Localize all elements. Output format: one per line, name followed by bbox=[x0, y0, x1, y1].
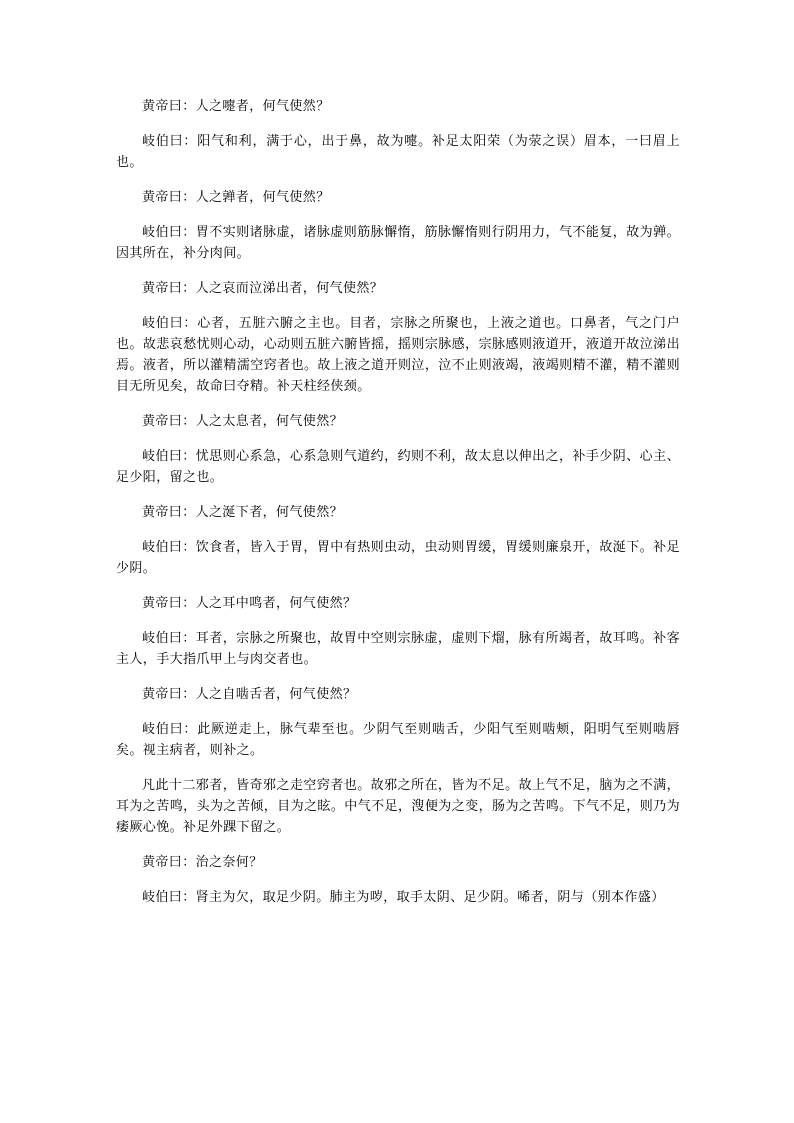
answer-paragraph: 岐伯曰：耳者，宗脉之所聚也，故胃中空则宗脉虚，虚则下熘，脉有所竭者，故耳鸣。补客主人，手大指爪甲上与肉交者也。 bbox=[116, 631, 680, 667]
answer-paragraph: 岐伯曰：肾主为欠，取足少阴。肺主为哕，取手太阴、足少阴。唏者，阴与（别本作盛） bbox=[142, 890, 665, 905]
summary-paragraph: 凡此十二邪者，皆奇邪之走空窍者也。故邪之所在，皆为不足。故上气不足，脑为之不满，耳为之苦鸣，头为之苦倾，目为之眩。中气不足，溲便为之变，肠为之苦鸣。下气不足，则乃为痿厥心悗。补足外踝下留之。 bbox=[116, 778, 680, 835]
answer-paragraph: 岐伯曰：心者，五脏六腑之主也。目者，宗脉之所聚也，上液之道也。口鼻者，气之门户也。故悲哀愁忧则心动，心动则五脏六腑皆摇，摇则宗脉感，宗脉感则液道开，液道开故泣涕出焉。液者，所以灌精濡空窍者也。故上液之道开则泣，泣不止则液竭，液竭则精不灌，精不灌则目无所见矣，故命曰夺精。补天柱经侠颈。 bbox=[116, 316, 680, 394]
question-paragraph: 黄帝曰：人之太息者，何气使然？ bbox=[142, 414, 344, 429]
answer-paragraph: 岐伯曰：忧思则心系急，心系急则气道约，约则不利，故太息以伸出之，补手少阴、心主、足少阳，留之也。 bbox=[116, 449, 680, 485]
question-paragraph: 黄帝曰：人之嚏者，何气使然？ bbox=[142, 99, 330, 114]
question-paragraph: 黄帝曰：人之涎下者，何气使然？ bbox=[142, 505, 344, 520]
question-paragraph: 黄帝曰：人之耳中鸣者，何气使然？ bbox=[142, 596, 357, 611]
document-body bbox=[116, 96, 680, 922]
answer-paragraph: 岐伯曰：胃不实则诸脉虚，诸脉虚则筋脉懈惰，筋脉懈惰则行阴用力，气不能复，故为亸。因其所在，补分肉间。 bbox=[116, 225, 680, 261]
question-paragraph: 黄帝曰：人之哀而泣涕出者，何气使然？ bbox=[142, 281, 384, 296]
answer-paragraph: 岐伯曰：阳气和利，满于心，出于鼻，故为嚏。补足太阳荣（为荥之误）眉本，一曰眉上也。 bbox=[116, 134, 680, 170]
answer-paragraph: 岐伯曰：此厥逆走上，脉气辈至也。少阴气至则啮舌，少阳气至则啮颊，阳明气至则啮唇矣。视主病者，则补之。 bbox=[116, 722, 680, 758]
answer-paragraph: 岐伯曰：饮食者，皆入于胃，胃中有热则虫动，虫动则胃缓，胃缓则廉泉开，故涎下。补足少阴。 bbox=[116, 540, 680, 576]
question-paragraph: 黄帝曰：人之自啮舌者，何气使然？ bbox=[142, 687, 357, 702]
question-paragraph: 黄帝曰：人之亸者，何气使然？ bbox=[142, 190, 330, 205]
question-paragraph: 黄帝曰：治之奈何？ bbox=[142, 855, 263, 870]
